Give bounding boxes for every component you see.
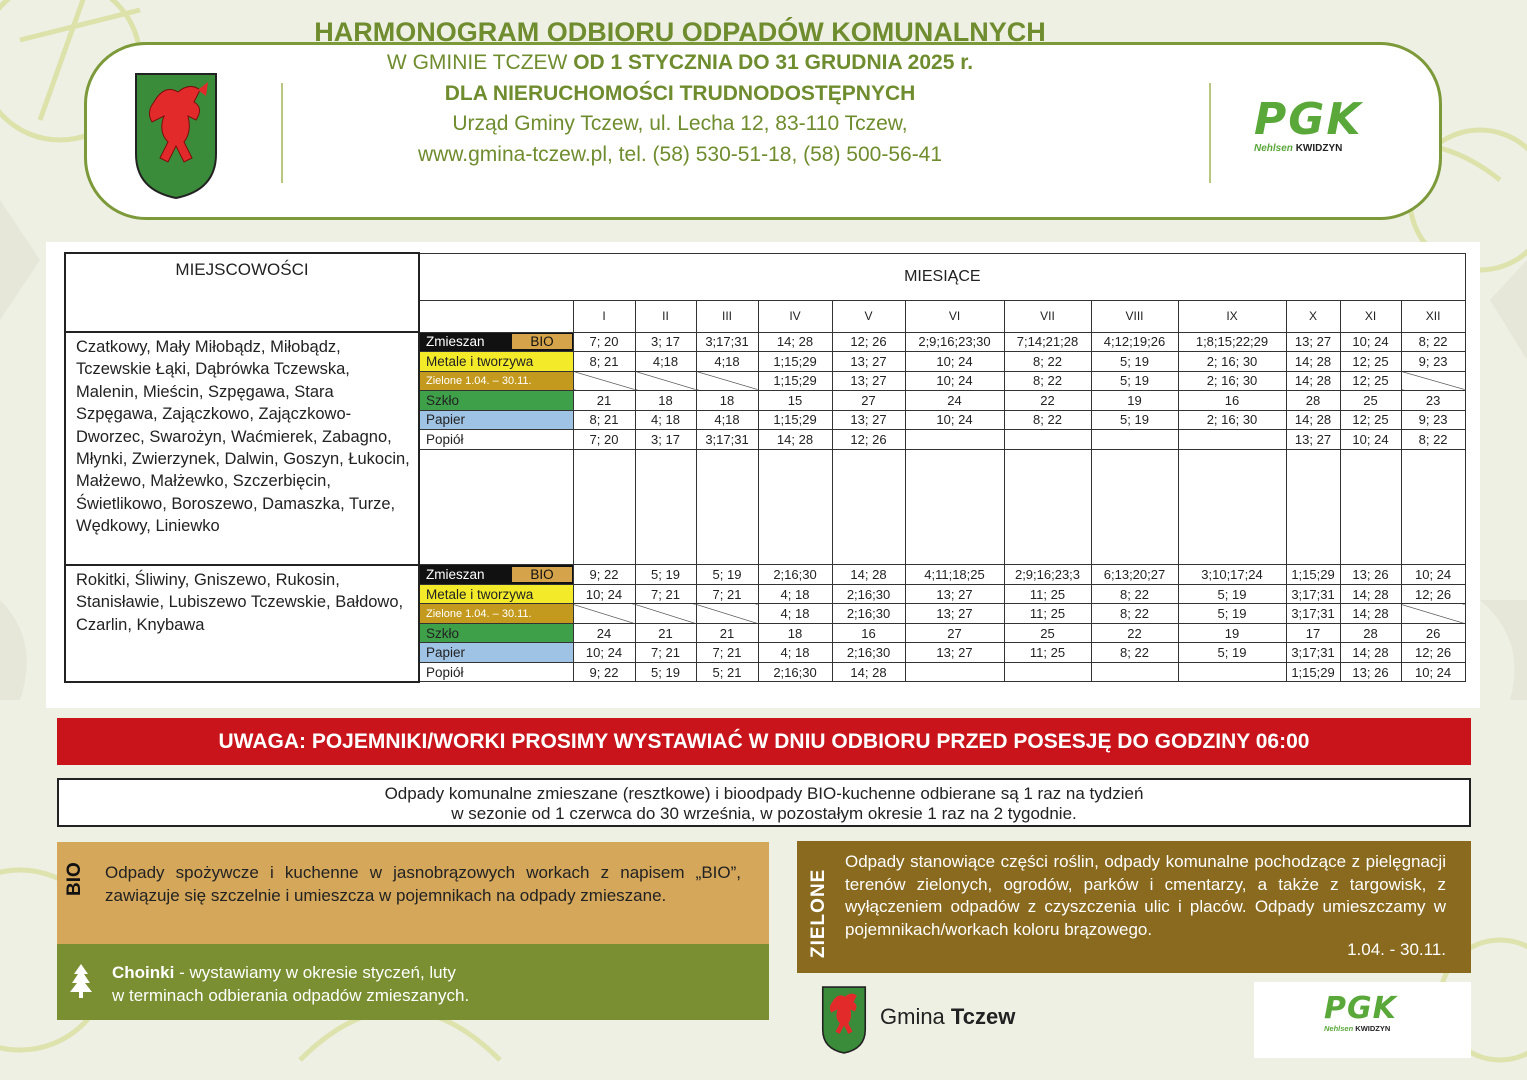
date-cell: 25 — [1340, 391, 1401, 411]
header-title: HARMONOGRAM ODBIORU ODPADÓW KOMUNALNYCH — [314, 17, 1046, 47]
empty-cell — [419, 488, 573, 507]
bio-label: BIO — [64, 862, 85, 896]
date-cell: 18 — [758, 623, 832, 643]
empty-cell — [573, 545, 635, 564]
empty-cell — [1004, 488, 1091, 507]
date-cell — [696, 371, 758, 391]
waste-type-zmieszane: Zmieszan BIO — [419, 332, 573, 352]
date-cell: 14; 28 — [1340, 643, 1401, 663]
empty-cell — [1178, 526, 1286, 545]
date-cell: 4;18 — [635, 352, 696, 372]
empty-cell — [1286, 545, 1340, 564]
empty-cell — [419, 507, 573, 526]
date-cell: 14; 28 — [832, 662, 905, 682]
schedule-table — [64, 252, 1466, 683]
empty-cell — [635, 526, 696, 545]
pgk-logo-text: PGK — [1254, 94, 1363, 145]
date-cell: 1;15;29 — [1286, 565, 1340, 585]
empty-cell — [1178, 488, 1286, 507]
empty-cell — [573, 526, 635, 545]
date-cell: 4;11;18;25 — [905, 565, 1004, 585]
date-cell: 11; 25 — [1004, 604, 1091, 624]
pgk-footer-logo-subtitle: Nehlsen KWIDZYN — [1324, 1024, 1391, 1033]
month-header: VIII — [1091, 300, 1178, 332]
date-cell: 21 — [573, 391, 635, 411]
date-cell — [1401, 604, 1465, 624]
date-cell: 8; 22 — [1401, 332, 1465, 352]
date-cell: 3;17;31 — [696, 332, 758, 352]
date-cell: 14; 28 — [1286, 352, 1340, 372]
date-cell: 8; 22 — [1004, 410, 1091, 430]
date-cell: 2; 16; 30 — [1178, 352, 1286, 372]
frequency-note-line1: Odpady komunalne zmieszane (resztkowe) i bioodpady BIO-kuchenne odbierane są 1 raz na tydzień — [384, 784, 1144, 803]
date-cell: 5; 19 — [696, 565, 758, 585]
month-header-blank — [419, 300, 573, 332]
waste-type-zielone: Zielone 1.04. – 30.11. — [419, 604, 573, 624]
date-cell: 2;9;16;23;3 — [1004, 565, 1091, 585]
date-cell: 12; 26 — [1401, 643, 1465, 663]
date-cell: 8; 22 — [1091, 643, 1178, 663]
date-cell: 7; 21 — [696, 584, 758, 604]
date-cell: 8; 22 — [1091, 584, 1178, 604]
date-cell: 9; 23 — [1401, 352, 1465, 372]
date-cell: 10; 24 — [905, 371, 1004, 391]
empty-cell — [758, 488, 832, 507]
date-cell: 16 — [832, 623, 905, 643]
header-subtitle: W GMINIE TCZEW OD 1 STYCZNIA DO 31 GRUDNIA 2025 r. — [386, 51, 974, 74]
month-header: VI — [905, 300, 1004, 332]
date-cell: 14; 28 — [1286, 410, 1340, 430]
date-cell: 12; 26 — [1401, 584, 1465, 604]
date-cell: 23 — [1401, 391, 1465, 411]
empty-cell — [419, 526, 573, 545]
date-cell: 1;8;15;22;29 — [1178, 332, 1286, 352]
date-cell: 14; 28 — [758, 430, 832, 450]
date-cell: 13; 26 — [1340, 662, 1401, 682]
date-cell: 3;10;17;24 — [1178, 565, 1286, 585]
date-cell — [1004, 662, 1091, 682]
date-cell: 13; 26 — [1340, 565, 1401, 585]
date-cell: 5; 19 — [1178, 643, 1286, 663]
empty-cell — [758, 545, 832, 564]
empty-cell — [905, 488, 1004, 507]
date-cell: 10; 24 — [573, 584, 635, 604]
empty-cell — [1091, 488, 1178, 507]
green-waste-description: Odpady stanowiące części roślin, odpady komunalne pochodzące z pielęgnacji terenów zielonych, ogrodów, parków i cmentarzy, a także z targowisk, z wyłączeniem odpadów z czyszczenia ulic i placów. Odpady umieszczamy w pojemnikach/workach koloru brązowego. — [845, 852, 1446, 939]
date-cell: 10; 24 — [905, 410, 1004, 430]
date-cell: 1;15;29 — [758, 371, 832, 391]
empty-cell — [1178, 507, 1286, 526]
date-cell: 12; 25 — [1340, 410, 1401, 430]
empty-cell — [1004, 526, 1091, 545]
date-cell: 2;16;30 — [758, 662, 832, 682]
empty-cell — [573, 507, 635, 526]
empty-cell — [1340, 468, 1401, 487]
locations-cell: Rokitki, Śliwiny, Gniszewo, Rukosin, Stanisławie, Lubiszewo Tczewskie, Bałdowo, Czarlin, Knybawa — [65, 565, 419, 682]
date-cell: 8; 22 — [1091, 604, 1178, 624]
date-cell: 11; 25 — [1004, 584, 1091, 604]
empty-cell — [1401, 545, 1465, 564]
date-cell: 3; 17 — [635, 332, 696, 352]
empty-cell — [832, 449, 905, 468]
date-cell: 21 — [696, 623, 758, 643]
month-header: II — [635, 300, 696, 332]
date-cell: 22 — [1004, 391, 1091, 411]
empty-cell — [573, 449, 635, 468]
empty-cell — [1340, 488, 1401, 507]
empty-cell — [696, 468, 758, 487]
waste-type-papier: Papier — [419, 643, 573, 663]
date-cell: 10; 24 — [905, 352, 1004, 372]
month-header: X — [1286, 300, 1340, 332]
date-cell: 26 — [1401, 623, 1465, 643]
empty-cell — [1178, 468, 1286, 487]
date-cell: 10; 24 — [1401, 565, 1465, 585]
date-cell — [573, 371, 635, 391]
date-cell: 10; 24 — [573, 643, 635, 663]
warning-banner: UWAGA: POJEMNIKI/WORKI PROSIMY WYSTAWIAĆ W DNIU ODBIORU PRZED POSESJĘ DO GODZINY 06:00 — [57, 718, 1471, 765]
empty-cell — [1178, 449, 1286, 468]
date-cell: 28 — [1286, 391, 1340, 411]
date-cell: 18 — [696, 391, 758, 411]
empty-cell — [1091, 526, 1178, 545]
date-cell — [1004, 430, 1091, 450]
empty-cell — [1286, 468, 1340, 487]
date-cell: 2;16;30 — [832, 643, 905, 663]
empty-cell — [905, 468, 1004, 487]
waste-type-popiol: Popiół — [419, 430, 573, 450]
empty-cell — [905, 507, 1004, 526]
date-cell — [1091, 662, 1178, 682]
date-cell — [1401, 371, 1465, 391]
empty-cell — [573, 488, 635, 507]
date-cell: 2;16;30 — [832, 584, 905, 604]
empty-cell — [696, 545, 758, 564]
date-cell — [635, 604, 696, 624]
empty-cell — [635, 488, 696, 507]
date-cell: 13; 27 — [905, 643, 1004, 663]
empty-cell — [419, 545, 573, 564]
date-cell — [635, 371, 696, 391]
date-cell: 4;12;19;26 — [1091, 332, 1178, 352]
empty-cell — [1401, 488, 1465, 507]
date-cell: 1;15;29 — [1286, 662, 1340, 682]
header-months: MIESIĄCE — [419, 253, 1465, 300]
date-cell: 8; 22 — [1401, 430, 1465, 450]
date-cell: 25 — [1004, 623, 1091, 643]
date-cell: 4;18 — [696, 410, 758, 430]
date-cell: 11; 25 — [1004, 643, 1091, 663]
header-separator-right — [1209, 83, 1211, 183]
date-cell: 6;13;20;27 — [1091, 565, 1178, 585]
date-cell: 14; 28 — [1340, 584, 1401, 604]
pgk-footer-logo-text: PGK — [1324, 991, 1397, 1026]
date-cell: 4; 18 — [635, 410, 696, 430]
empty-cell — [1401, 449, 1465, 468]
date-cell: 5; 19 — [635, 565, 696, 585]
date-cell — [696, 604, 758, 624]
empty-cell — [573, 468, 635, 487]
date-cell: 27 — [905, 623, 1004, 643]
date-cell: 7; 20 — [573, 332, 635, 352]
bio-description: Odpady spożywcze i kuchenne w jasnobrązowych workach z napisem „BIO”, zawiązuje się szczelnie i umieszcza w pojemnikach na odpady zmieszane. — [105, 863, 741, 905]
date-cell: 15 — [758, 391, 832, 411]
empty-cell — [1091, 507, 1178, 526]
date-cell: 9; 23 — [1401, 410, 1465, 430]
date-cell: 5; 19 — [1091, 352, 1178, 372]
christmas-tree-description: Choinki - wystawiamy w okresie styczeń, luty w terminach odbierania odpadów zmieszanych. — [112, 963, 470, 1005]
frequency-note-line2: w sezonie od 1 czerwca do 30 września, w pozostałym okresie 1 raz na 2 tygodnie. — [451, 804, 1077, 823]
empty-cell — [635, 468, 696, 487]
empty-cell — [1004, 545, 1091, 564]
waste-type-zmieszane: Zmieszan BIO — [419, 565, 573, 585]
empty-cell — [832, 526, 905, 545]
empty-cell — [1340, 507, 1401, 526]
empty-cell — [635, 507, 696, 526]
date-cell: 4; 18 — [758, 604, 832, 624]
date-cell: 8; 21 — [573, 410, 635, 430]
date-cell: 12; 26 — [832, 332, 905, 352]
date-cell — [573, 604, 635, 624]
date-cell: 13; 27 — [905, 584, 1004, 604]
date-cell: 1;15;29 — [758, 410, 832, 430]
month-header: IX — [1178, 300, 1286, 332]
date-cell: 14; 28 — [832, 565, 905, 585]
empty-cell — [696, 449, 758, 468]
month-header: III — [696, 300, 758, 332]
date-cell: 2; 16; 30 — [1178, 371, 1286, 391]
date-cell: 2;16;30 — [832, 604, 905, 624]
date-cell — [1178, 430, 1286, 450]
date-cell: 12; 25 — [1340, 371, 1401, 391]
date-cell: 4;18 — [696, 352, 758, 372]
empty-cell — [832, 507, 905, 526]
date-cell: 22 — [1091, 623, 1178, 643]
date-cell: 4; 18 — [758, 643, 832, 663]
empty-cell — [419, 468, 573, 487]
date-cell: 9; 22 — [573, 662, 635, 682]
pgk-logo-subtitle: Nehlsen KWIDZYN — [1254, 143, 1343, 154]
empty-cell — [832, 488, 905, 507]
locations-cell: Czatkowy, Mały Miłobądz, Miłobądz, Tczewskie Łąki, Dąbrówka Tczewska, Malenin, Mieścin, Szpęgawa, Stara Szpęgawa, Zajączkowo, Zajączkowo-Dworzec, Swarożyn, Waćmierek, Zabagno, Młynki, Zwierzynek, Dalwin, Goszyn, Łukocin, Małżewo, Małżewko, Szczerbięcin, Świetlikowo, Boroszewo, Damaszka, Turze, Wędkowy, Liniewko — [65, 332, 419, 565]
header-title-block — [230, 16, 1130, 170]
header-contact: www.gmina-tczew.pl, tel. (58) 530-51-18, (58) 500-56-41 — [417, 143, 943, 166]
christmas-tree-icon — [70, 964, 92, 998]
date-cell: 19 — [1091, 391, 1178, 411]
date-cell: 3;17;31 — [696, 430, 758, 450]
pgk-logo — [1254, 94, 1380, 154]
date-cell: 5; 21 — [696, 662, 758, 682]
date-cell: 3;17;31 — [1286, 604, 1340, 624]
date-cell: 8; 21 — [573, 352, 635, 372]
date-cell: 9; 22 — [573, 565, 635, 585]
header-address: Urząd Gminy Tczew, ul. Lecha 12, 83-110 Tczew, — [452, 112, 908, 135]
date-cell: 8; 22 — [1004, 371, 1091, 391]
date-cell: 14; 28 — [1286, 371, 1340, 391]
empty-cell — [1340, 449, 1401, 468]
date-cell: 7;14;21;28 — [1004, 332, 1091, 352]
empty-cell — [1401, 526, 1465, 545]
date-cell: 13; 27 — [1286, 332, 1340, 352]
date-cell: 16 — [1178, 391, 1286, 411]
empty-cell — [1091, 468, 1178, 487]
empty-cell — [635, 545, 696, 564]
date-cell: 7; 20 — [573, 430, 635, 450]
frequency-note — [57, 778, 1471, 827]
date-cell — [1091, 430, 1178, 450]
empty-cell — [1286, 449, 1340, 468]
month-header: XI — [1340, 300, 1401, 332]
empty-cell — [1178, 545, 1286, 564]
date-cell: 5; 19 — [635, 662, 696, 682]
gmina-name: Gmina Tczew — [880, 1004, 1016, 1029]
empty-cell — [696, 507, 758, 526]
date-cell: 14; 28 — [758, 332, 832, 352]
date-cell: 27 — [832, 391, 905, 411]
empty-cell — [1004, 507, 1091, 526]
date-cell: 10; 24 — [1340, 430, 1401, 450]
date-cell: 13; 27 — [1286, 430, 1340, 450]
empty-cell — [758, 449, 832, 468]
date-cell: 18 — [635, 391, 696, 411]
date-cell: 10; 24 — [1401, 662, 1465, 682]
green-waste-period: 1.04. - 30.11. — [1347, 940, 1446, 959]
date-cell: 13; 27 — [832, 352, 905, 372]
empty-cell — [635, 449, 696, 468]
empty-cell — [1340, 526, 1401, 545]
pgk-footer-logo — [1324, 991, 1404, 1033]
waste-type-popiol: Popiół — [419, 662, 573, 682]
month-header: IV — [758, 300, 832, 332]
waste-type-papier: Papier — [419, 410, 573, 430]
empty-cell — [696, 526, 758, 545]
empty-cell — [758, 526, 832, 545]
date-cell: 2;9;16;23;30 — [905, 332, 1004, 352]
empty-cell — [696, 488, 758, 507]
date-cell — [905, 430, 1004, 450]
date-cell: 24 — [905, 391, 1004, 411]
date-cell: 28 — [1340, 623, 1401, 643]
empty-cell — [1091, 545, 1178, 564]
waste-type-metale: Metale i tworzywa — [419, 352, 573, 372]
date-cell: 21 — [635, 623, 696, 643]
schedule-panel — [46, 242, 1480, 708]
month-header: VII — [1004, 300, 1091, 332]
empty-cell — [1340, 545, 1401, 564]
empty-cell — [1286, 488, 1340, 507]
date-cell: 13; 27 — [832, 371, 905, 391]
date-cell — [1178, 662, 1286, 682]
date-cell: 7; 21 — [696, 643, 758, 663]
date-cell: 1;15;29 — [758, 352, 832, 372]
date-cell: 12; 26 — [832, 430, 905, 450]
empty-cell — [1286, 526, 1340, 545]
date-cell: 3;17;31 — [1286, 643, 1340, 663]
empty-cell — [905, 449, 1004, 468]
date-cell: 13; 27 — [832, 410, 905, 430]
waste-type-szklo: Szkło — [419, 391, 573, 411]
empty-cell — [832, 468, 905, 487]
empty-cell — [758, 507, 832, 526]
date-cell — [905, 662, 1004, 682]
date-cell: 5; 19 — [1091, 410, 1178, 430]
empty-cell — [905, 526, 1004, 545]
header-target: DLA NIERUCHOMOŚCI TRUDNODOSTĘPNYCH — [444, 82, 916, 105]
date-cell: 7; 21 — [635, 643, 696, 663]
tczew-coat-of-arms-small-icon — [818, 986, 870, 1054]
empty-cell — [1004, 449, 1091, 468]
waste-type-zielone: Zielone 1.04. – 30.11. — [419, 371, 573, 391]
waste-type-metale: Metale i tworzywa — [419, 584, 573, 604]
date-cell: 14; 28 — [1340, 604, 1401, 624]
date-cell: 4; 18 — [758, 584, 832, 604]
empty-cell — [758, 468, 832, 487]
header-locations: MIEJSCOWOŚCI — [65, 253, 419, 332]
waste-type-szklo: Szkło — [419, 623, 573, 643]
date-cell: 12; 25 — [1340, 352, 1401, 372]
month-header: XII — [1401, 300, 1465, 332]
date-cell: 5; 19 — [1091, 371, 1178, 391]
date-cell: 5; 19 — [1178, 584, 1286, 604]
date-cell: 5; 19 — [1178, 604, 1286, 624]
empty-cell — [1004, 468, 1091, 487]
date-cell: 3; 17 — [635, 430, 696, 450]
date-cell: 7; 21 — [635, 584, 696, 604]
date-cell: 2; 16; 30 — [1178, 410, 1286, 430]
green-waste-label: ZIELONE — [808, 868, 829, 958]
date-cell: 19 — [1178, 623, 1286, 643]
month-header: V — [832, 300, 905, 332]
month-header: I — [573, 300, 635, 332]
tczew-coat-of-arms-icon — [134, 72, 218, 200]
empty-cell — [1401, 507, 1465, 526]
date-cell: 24 — [573, 623, 635, 643]
empty-cell — [1286, 507, 1340, 526]
date-cell: 2;16;30 — [758, 565, 832, 585]
table-row — [65, 332, 1465, 352]
empty-cell — [419, 449, 573, 468]
empty-cell — [905, 545, 1004, 564]
empty-cell — [1091, 449, 1178, 468]
empty-cell — [832, 545, 905, 564]
empty-cell — [1401, 468, 1465, 487]
date-cell: 3;17;31 — [1286, 584, 1340, 604]
date-cell: 8; 22 — [1004, 352, 1091, 372]
date-cell: 17 — [1286, 623, 1340, 643]
date-cell: 10; 24 — [1340, 332, 1401, 352]
table-row — [65, 565, 1465, 585]
date-cell: 13; 27 — [905, 604, 1004, 624]
